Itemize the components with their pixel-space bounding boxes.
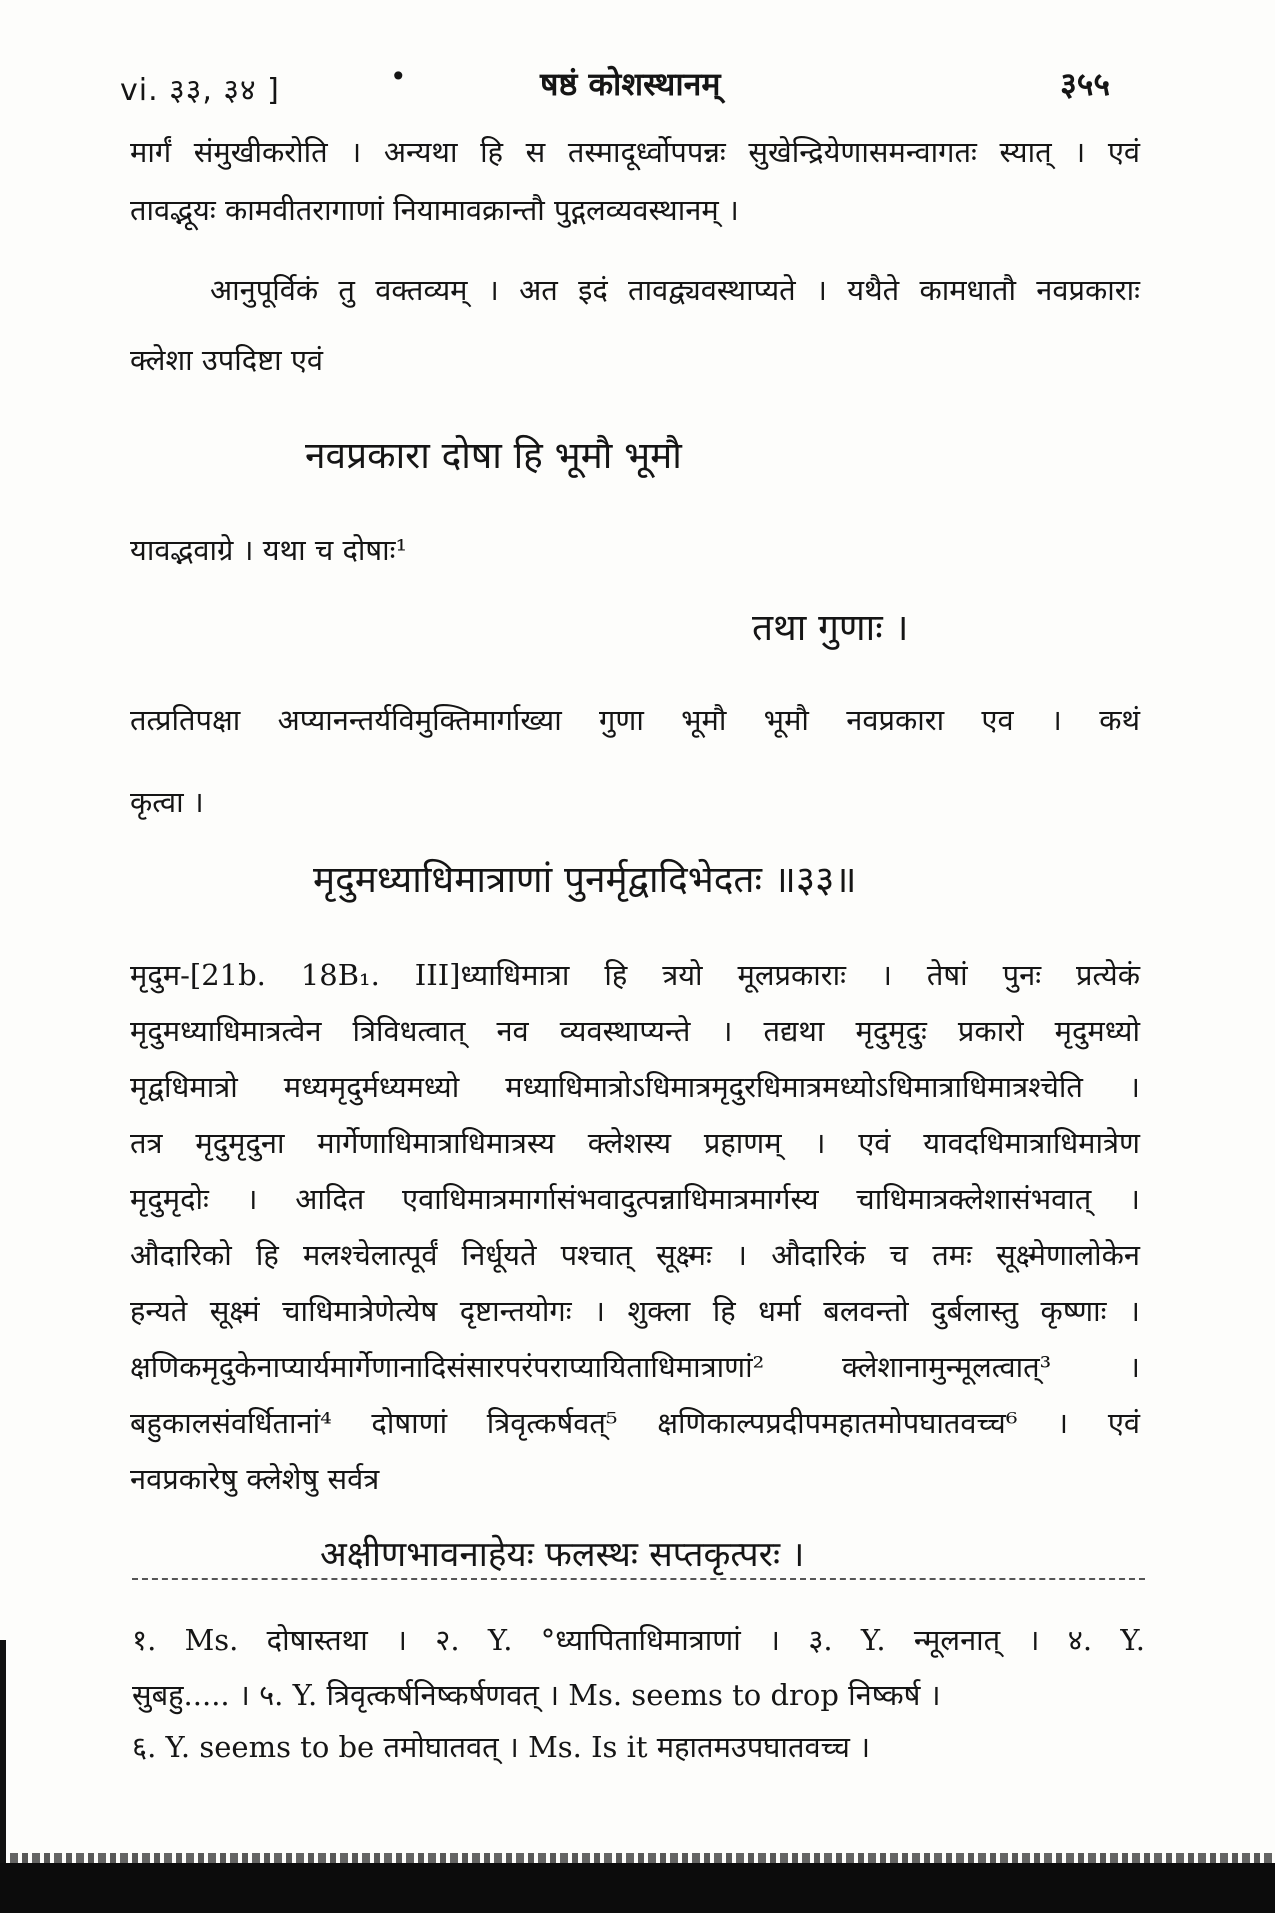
commentary-line: हन्यते सूक्ष्मं चाधिमात्रेणेत्येष दृष्टान्तयोगः । शुक्ला हि धर्मा बलवन्तो दुर्बलास्तु कृष्णाः । <box>130 1294 1140 1328</box>
commentary-line: मृदुमृदोः । आदित एवाधिमात्रमार्गासंभवादुत्पन्नाधिमात्रमार्गस्य चाधिमात्रक्लेशासंभवात् । <box>130 1182 1140 1216</box>
karika-verse-34: अक्षीणभावनाहेयः फलस्थः सप्तकृत्परः । <box>320 1535 805 1575</box>
scan-bottom-noise <box>0 1853 1275 1863</box>
paragraph-1-line-1: मार्गं संमुखीकरोति । अन्यथा हि स तस्मादूर्ध्वोपपन्नः सुखेन्द्रियेणासमन्वागतः स्यात् । एवं <box>130 135 1140 169</box>
paragraph-2-line-2: क्लेशा उपदिष्टा एवं <box>130 343 324 377</box>
footnote-divider <box>132 1578 1145 1580</box>
footnote-line-1: १. Ms. दोषास्तथा । २. Y. °ध्यापिताधिमात्राणां । ३. Y. न्मूलनात् । ४. Y. <box>132 1623 1145 1657</box>
commentary-line: क्षणिकमृदुकेनाप्यार्यमार्गेणानादिसंसारपरंपराप्यायिताधिमात्राणां² क्लेशानामुन्मूलत्वात्³ । <box>130 1350 1140 1384</box>
page-number: ३५५ <box>1060 65 1110 103</box>
commentary-line: नवप्रकारेषु क्लेशेषु सर्वत्र <box>130 1462 380 1496</box>
running-header <box>120 62 1110 112</box>
commentary-line: मृदुम-[21b. 18B₁. III]ध्याधिमात्रा हि त्रयो मूलप्रकाराः । तेषां पुनः प्रत्येकं <box>130 958 1140 992</box>
paragraph-1-line-2: तावद्भूयः कामवीतरागाणां नियामावक्रान्तौ पुद्गलव्यवस्थानम् । <box>130 193 739 227</box>
footnote-line-2: सुबहु..... । ५. Y. त्रिवृत्कर्षनिष्कर्षणवत् । Ms. seems to drop निष्कर्ष । <box>132 1678 941 1712</box>
chapter-title: षष्ठं कोशस्थानम् <box>540 65 721 103</box>
commentary-line: तत्र मृदुमृदुना मार्गेणाधिमात्राधिमात्रस्य क्लेशस्य प्रहाणम् । एवं यावदधिमात्राधिमात्रेण <box>130 1126 1140 1160</box>
scan-shadow-edge <box>0 1640 6 1870</box>
section-reference: vi. ३३, ३४ ] <box>120 73 280 108</box>
footnote-line-3: ६. Y. seems to be तमोघातवत् । Ms. Is it महातमउपघातवच्च । <box>132 1730 871 1764</box>
karika-verse-1: नवप्रकारा दोषा हि भूमौ भूमौ <box>305 434 682 477</box>
commentary-line: मृद्वधिमात्रो मध्यमृदुर्मध्यमध्यो मध्याधिमात्रोऽधिमात्रमृदुरधिमात्रमध्योऽधिमात्राधिमात्रश्चेति । <box>130 1070 1140 1104</box>
commentary-line: मृदुमध्याधिमात्रत्वेन त्रिविधत्वात् नव व्यवस्थाप्यन्ते । तद्यथा मृदुमृदुः प्रकारो मृदुमध्यो <box>130 1014 1140 1048</box>
paragraph-3: यावद्भवाग्रे । यथा च दोषाः¹ <box>130 533 408 567</box>
commentary-line: औदारिको हि मलश्चेलात्पूर्वं निर्धूयते पश्चात् सूक्ष्मः । औदारिकं च तमः सूक्ष्मेणालोकेन <box>130 1238 1140 1272</box>
commentary-line: बहुकालसंवर्धितानां⁴ दोषाणां त्रिवृत्कर्षवत्⁵ क्षणिकाल्पप्रदीपमहातमोपघातवच्च⁶ । एवं <box>130 1406 1140 1440</box>
scan-bottom-shadow <box>0 1863 1275 1913</box>
paragraph-2-line-1: आनुपूर्विकं तु वक्तव्यम् । अत इदं तावद्व्यवस्थाप्यते । यथैते कामधातौ नवप्रकाराः <box>210 273 1140 307</box>
karika-verse-2: तथा गुणाः । <box>752 606 909 649</box>
karika-verse-33: मृदुमध्याधिमात्राणां पुनर्मृद्वादिभेदतः ॥३३॥ <box>313 858 857 901</box>
paragraph-4-line-1: तत्प्रतिपक्षा अप्यानन्तर्यविमुक्तिमार्गाख्या गुणा भूमौ भूमौ नवप्रकारा एव । कथं <box>130 703 1140 737</box>
paragraph-4-line-2: कृत्वा । <box>130 785 204 819</box>
header-dot: • <box>390 60 407 93</box>
